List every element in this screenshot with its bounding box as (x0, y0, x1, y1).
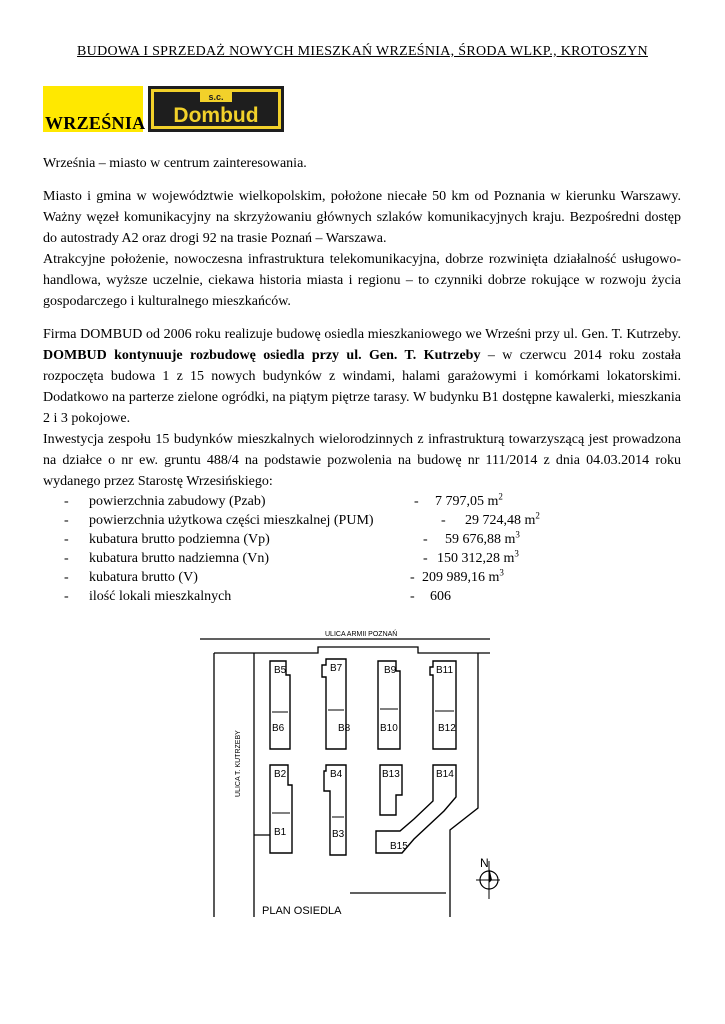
paragraph-location: Miasto i gmina w województwie wielkopolskim, położone niecałe 50 km od Poznania w kierunku Warszawy. Ważny węzeł komunikacyjny na skrzyżowaniu głównych szlaków komunikacyjnych kraju. Bezpośredni dostęp do autostrady A2 oraz drogi 92 na trasie Poznań – Warszawa. (43, 189, 681, 246)
spec-value: 29 724,48 $m^2$ (465, 510, 540, 528)
spec-value: 209 989,16 $m^3$ (422, 567, 504, 585)
spec-row (0, 568, 725, 587)
spec-separator: - (423, 532, 428, 547)
spec-bullet: - (64, 551, 69, 566)
spec-bullet: - (64, 494, 69, 509)
street-name-top: ULICA ARMII POZNAŃ (325, 631, 398, 638)
logo-small-text: s.c. (208, 92, 224, 102)
spec-value: 606 (430, 589, 451, 604)
spec-separator: - (423, 551, 428, 566)
spec-row (0, 492, 725, 511)
logo-name-text: Dombud (173, 104, 259, 127)
label-b11: B11 (436, 665, 454, 676)
street-line (214, 647, 490, 653)
spec-label: powierzchnia zabudowy (Pzab) (89, 494, 266, 509)
dombud-logo (148, 86, 284, 132)
site-plan (200, 625, 500, 917)
paragraph-investment: Inwestycja zespołu 15 budynków mieszkalnych wielorodzinnych z infrastrukturą towarzyszącą jest prowadzona na działce o nr ew. gruntu 488/4 na podstawie pozwolenia na budowę nr 111/2014 z dnia 04.03.2014 roku wydanego przez Starostę Wrzesińskiego: (43, 432, 681, 489)
spec-separator: - (410, 570, 415, 585)
label-b15: B15 (390, 841, 408, 852)
spec-row (0, 511, 725, 530)
spec-label: powierzchnia użytkowa części mieszkalnej (PUM) (89, 513, 374, 528)
label-b2: B2 (274, 769, 287, 780)
label-b1: B1 (274, 827, 287, 838)
label-b8: B8 (338, 723, 351, 734)
label-b12: B12 (438, 723, 456, 734)
spec-label: kubatura brutto (V) (89, 570, 198, 585)
spec-value: 150 312,28 $m^3$ (437, 548, 519, 566)
spec-separator: - (414, 494, 419, 509)
label-b9: B9 (384, 665, 397, 676)
spec-separator: - (441, 513, 446, 528)
label-b6: B6 (272, 723, 285, 734)
label-b10: B10 (380, 723, 398, 734)
spec-bullet: - (64, 589, 69, 604)
north-label: N (480, 856, 489, 870)
spec-label: kubatura brutto nadziemna (Vn) (89, 551, 269, 566)
label-b14: B14 (436, 769, 454, 780)
spec-row (0, 587, 725, 606)
spec-bullet: - (64, 570, 69, 585)
spec-value: 7 797,05 $m^2$ (435, 491, 503, 509)
document-header: BUDOWA I SPRZEDAŻ NOWYCH MIESZKAŃ WRZEŚNIA, ŚRODA WLKP., KROTOSZYN (77, 44, 648, 59)
spec-row (0, 549, 725, 568)
company-text-1: Firma DOMBUD od 2006 roku realizuje budowę osiedla mieszkaniowego we Wrześni przy ul. Gen. T. Kutrzeby. (43, 327, 681, 342)
label-b4: B4 (330, 769, 343, 780)
spec-separator: - (410, 589, 415, 604)
label-b5: B5 (274, 665, 287, 676)
plan-title: PLAN OSIEDLA (262, 905, 342, 917)
label-b3: B3 (332, 829, 345, 840)
street-name-left: ULICA T. KUTRZEBY (235, 730, 242, 797)
spec-bullet: - (64, 513, 69, 528)
spec-label: ilość lokali mieszkalnych (89, 589, 232, 604)
company-text-bold: DOMBUD kontynuuje rozbudowę osiedla przy ul. Gen. T. Kutrzeby (43, 348, 481, 363)
spec-list (0, 492, 725, 612)
spec-row (0, 530, 725, 549)
spec-label: kubatura brutto podziemna (Vp) (89, 532, 270, 547)
label-b13: B13 (382, 769, 400, 780)
label-b7: B7 (330, 663, 343, 674)
paragraph-company (43, 324, 681, 429)
spec-value: 59 676,88 $m^3$ (445, 529, 520, 547)
banner-title: WRZEŚNIA (45, 113, 146, 133)
paragraph-intro: Września – miasto w centrum zainteresowania. (43, 156, 307, 171)
company-text-2: – w czerwcu 2014 roku została rozpoczęta budowa 1 z 15 nowych budynków z windami, halami garażowymi i komórkami lokatorskimi. Dodatkowo na parterze zielone ogródki, na piątym piętrze tarasy. W budynku B1 dostępne kawalerki, mieszkania 2 i 3 pokojowe. (43, 348, 682, 426)
paragraph-advantages: Atrakcyjne położenie, nowoczesna infrastruktura telekomunikacyjna, dobrze rozwinięta działalność usługowo-handlowa, wyższe uczelnie, ciekawa historia miasta i regionu – to czynniki dobrze rokujące w rozwoju życia gospodarczego i kulturalnego mieszkańców. (43, 252, 681, 309)
spec-bullet: - (64, 532, 69, 547)
